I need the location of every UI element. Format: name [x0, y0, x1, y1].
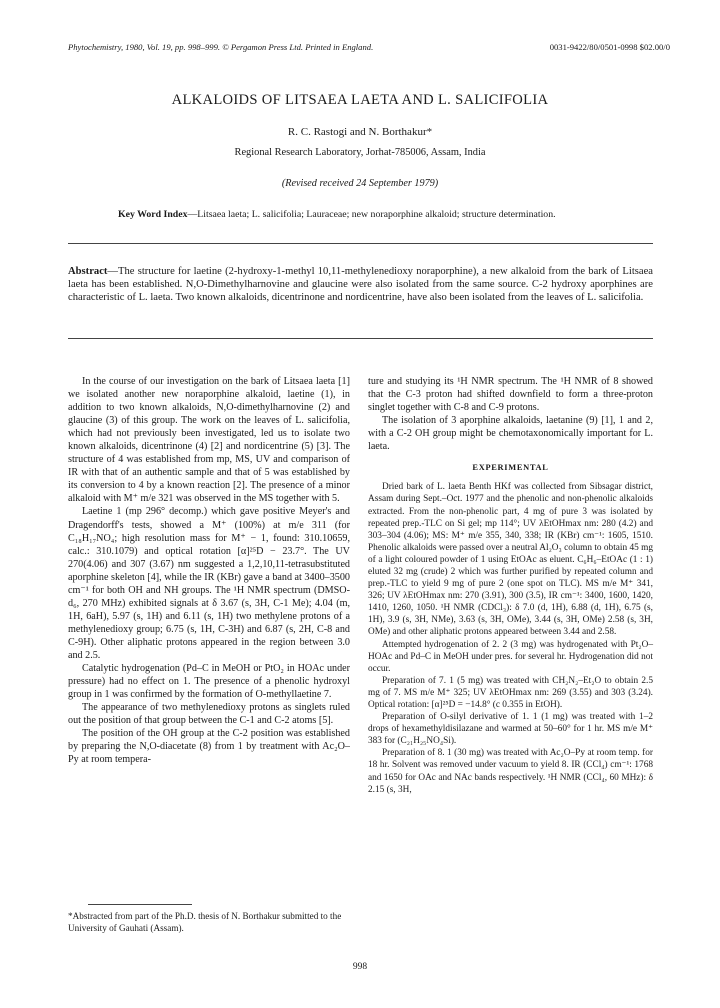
- experimental-paragraph: Dried bark of L. laeta Benth HKf was collected from Sibsagar district, Assam during Sept.–Oct. 1977 and the phenolic and non-phenolic alkaloids extracted. From the non-phenolic part, 4 mg of pure 3 was isolated by repeated prep.-TLC on Si gel; mp 114°; UV λEtOHmax nm: 280 (4.2) and 303–304 (4.06); MS: M⁺ m/e 355, 340, 338; IR (KBr) cm⁻¹: 1605, 1510. Phenolic alkaloids were passed over a neutral Al₂O₃ column to obtain 45 mg of a light coloured powder of 1 using EtOAc as eluent. C₆H₆–EtOAc (1 : 1) eluted 32 mg (crude) 2 which was further purified by repeated column and prep.-TLC to yield 9 mg of pure 2 (one spot on TLC). MS m/e M⁺ 341, 326; UV λEtOHmax nm: 270 (3.91), 300 (3.5), IR cm⁻¹: 3400, 1600, 1420, 1410, 1260, 1050. ¹H NMR (CDCl₃): δ 7.0 (d, 1H), 6.88 (d, 1H), 6.75 (s, 1H), 3.9 (s, 3H, NMe), 3.63 (s, 3H, OMe), 3.44 (s, 3H, OMe) 2.58 (s, 3H, OMe) and other aliphatic protons appeared between 3.44 and 2.58.: [368, 482, 653, 638]
- authors: R. C. Rastogi and N. Borthakur*: [287, 126, 433, 138]
- footnote-rule: [88, 904, 192, 905]
- abstract: [68, 265, 653, 305]
- body-paragraph: In the course of our investigation on the bark of Litsaea laeta [1] we isolated another new noraporphine alkaloid, laetine (1), in addition to two known alkaloids, N,O-dimethylharnovine (2) and glaucine (3) of this group. The work on the leaves of L. salicifolia, which had not previously been investigated, led us to isolate two known alkaloids, dicentrinone (4) [2] and nordicentrine (5) [3]. The structure of 4 was established from mp, MS, UV and comparison of IR with that of an authentic sample and that of 5 was established by its conversion to 4 by a known reaction [2]. The presence of a minor alkaloid with M⁺ m/e 321 was observed in the MS together with 5.: [68, 376, 350, 505]
- paper-title: ALKALOIDS OF LITSAEA LAETA AND L. SALICIFOLIA: [171, 92, 549, 108]
- body-paragraph: The appearance of two methylenedioxy protons as singlets ruled out the position of that group between the C-1 and C-2 atoms [5].: [68, 702, 350, 727]
- abstract-text: —The structure for laetine (2-hydroxy-1-methyl 10,11-methylenedioxy noraporphine), a new alkaloid from the bark of Litsaea laeta has been established. N,O-Dimethylharnovine and glaucine were also isolated from the same source. C-2 hydroxy aporphines are characteristic of L. laeta. Two known alkaloids, dicentrinone and nordicentrine, have also been isolated from the leaves of L. salicifolia.: [68, 266, 653, 304]
- journal-citation: Phytochemistry, 1980, Vol. 19, pp. 998–999. © Pergamon Press Ltd. Printed in England.: [68, 42, 374, 52]
- revised-date: (Revised received 24 September 1979): [281, 178, 439, 189]
- experimental-paragraph: Attempted hydrogenation of 2. 2 (3 mg) was hydrogenated with Pt₂O–HOAc and Pd–C in MeOH under pres. for several hr. Hydrogenation did not occur.: [368, 639, 653, 674]
- body-paragraph: Laetine 1 (mp 296° decomp.) which gave positive Meyer's and Dragendorff's tests, showed a M⁺ (100%) at m/e 311 (for C₁₈H₁₇NO₄; high resolution mass for M⁺ − 1, found: 310.10659, calc.: 310.1079) and optical rotation [α]²⁵D − 23.7°. The UV 270(4.06) and 307 (3.67) nm suggested a 1,2,10,11-tetrasubstituted aporphine skeleton [4], while the IR (KBr) gave a band at 3400–3500 cm⁻¹ for both OH and NH groups. The ¹H NMR spectrum (DMSO-d₆, 270 MHz) exhibited signals at δ 3.67 (s, 3H, C-1 Me); 4.04 (m, 1H, 6aH), 5.97 (s, 1H) and 6.11 (s, 1H) two methylene protons of a methylenedioxy group; 6.75 (s, 1H, C-3H) and 6.87 (s, 2H, C-8 and C-9H). Other aliphatic protons appeared in the region between 3.0 and 2.5.: [68, 506, 350, 661]
- key-word-label: Key Word Index: [118, 209, 188, 220]
- footnote: *Abstracted from part of the Ph.D. thesis of N. Borthakur submitted to the University of Gauhati (Assam).: [68, 911, 342, 933]
- abstract-label: Abstract: [68, 266, 108, 277]
- experimental-paragraph: Preparation of O-silyl derivative of 1. 1 (1 mg) was treated with 1–2 drops of hexamethyldisilazane and warmed at 50–60° for 1 hr. MS m/e M⁺ 383 for (C₂₁H₂₅NO₄Si).: [368, 712, 653, 747]
- body-paragraph: The position of the OH group at the C-2 position was established by preparing the N,O-diacetate (8) from 1 by treatment with Ac₂O–Py at room tempera-: [68, 728, 350, 766]
- body-paragraph: Catalytic hydrogenation (Pd–C in MeOH or PtO₂ in HOAc under pressure) had no effect on 1. The presence of a phenolic hydroxyl group in 1 was confirmed by the formation of O-methyllaetine 7.: [68, 663, 350, 701]
- affiliation: Regional Research Laboratory, Jorhat-785006, Assam, India: [234, 147, 486, 158]
- right-column: [368, 375, 653, 796]
- divider-top: [68, 243, 653, 244]
- experimental-paragraph: Preparation of 8. 1 (30 mg) was treated with Ac₂O–Py at room temp. for 18 hr. Solvent was removed under vacuum to yield 8. IR (CCl₄) cm⁻¹: 1768 and 1650 for OAc and NAc bands respectively. ¹H NMR (CCl₄, 60 MHz): δ 2.15 (s, 3H,: [368, 748, 653, 795]
- experimental-paragraph: Preparation of 7. 1 (5 mg) was treated with CH₂N₂–Et₂O to obtain 2.5 mg of 7. MS m/e M⁺ 325; UV λEtOHmax nm: 269 (3.55) and 303 (3.24). Optical rotation: [α]²⁵D = −14.8° (c 0.355 in EtOH).: [368, 675, 653, 711]
- key-word-index: [118, 209, 624, 222]
- body-paragraph: The isolation of 3 aporphine alkaloids, laetanine (9) [1], 1 and 2, with a C-2 OH group might be chemotaxonomically important for L. laeta.: [368, 415, 653, 453]
- body-paragraph: ture and studying its ¹H NMR spectrum. The ¹H NMR of 8 showed that the C-3 proton had shifted downfield to form a three-proton singlet together with C-8 and C-9 protons.: [368, 376, 653, 414]
- key-word-text: —Litsaea laeta; L. salicifolia; Lauraceae; new noraporphine alkaloid; structure determination.: [187, 209, 556, 220]
- divider-bottom: [68, 338, 653, 339]
- left-column: [68, 375, 350, 766]
- page-number: 998: [352, 962, 368, 972]
- article-code: 0031-9422/80/0501-0998 $02.00/0: [549, 42, 670, 52]
- experimental-heading: EXPERIMENTAL: [472, 463, 549, 473]
